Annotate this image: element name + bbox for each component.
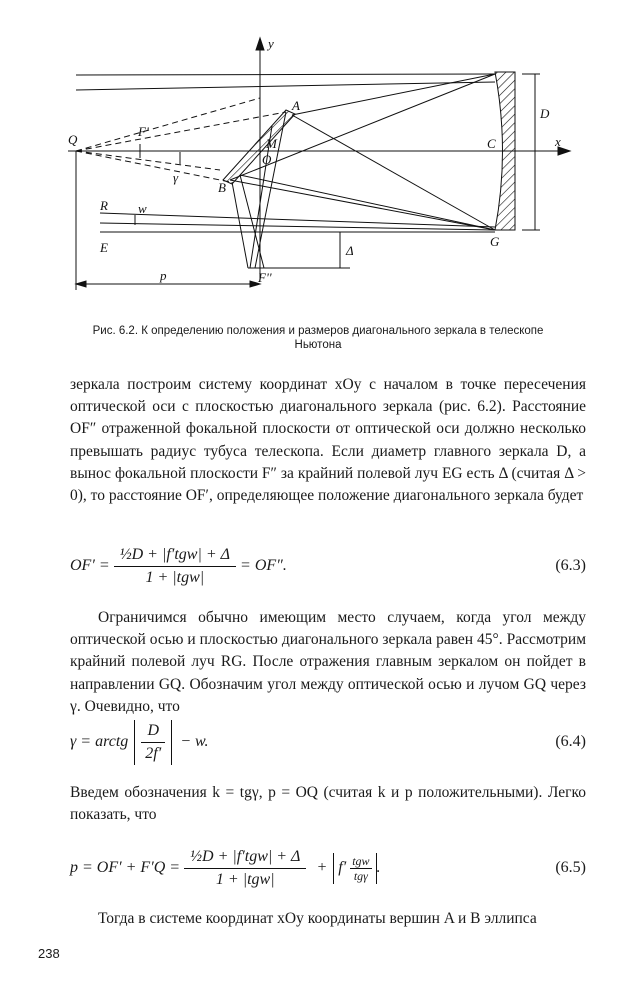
eq65-abs-numerator: tgw [352,853,370,868]
eq65-lhs: p = OF′ + F′Q = [70,859,181,876]
eq63-number: (6.3) [555,557,586,574]
paragraph-4: Тогда в системе координат xOy координаты вершин A и B эллипса [98,910,537,927]
eq64-numerator: D [141,722,165,743]
eq65-denominator: 1 + |tgw| [215,870,275,888]
paragraph-1: зеркала построим систему координат xOy с началом в точке пересечения оптической оси с плоскостью диагонального зеркала (рис. 6.2). Расстояние OF″ отраженной фокальной плоскости от оптической оси должно несколько превышать радиус тубуса телескопа. Если диаметр главного зеркала D, а вынос фокальной плоскости F″ за крайний полевой луч EG есть Δ (считая Δ > 0), то расстояние OF′, определяющее положение диагонального зеркала будет [70,376,586,505]
y-axis-arrow [256,38,264,50]
label-a: A [292,98,300,113]
eq63-denominator: 1 + |tgw| [145,568,205,586]
paragraph-3: Введем обозначения k = tgγ, p = OQ (считая k и p положительными). Легко показать, что [70,784,586,824]
label-g: G [490,234,500,249]
eq64-abs [134,720,172,765]
label-x: x [555,134,561,149]
eq63-fraction [114,546,236,587]
eq65-abs-fraction [350,855,371,882]
label-o: O [262,152,272,167]
label-gamma: γ [173,170,179,185]
equation-6-4 [70,712,586,772]
label-b: B [218,180,226,195]
page-number: 238 [38,946,60,961]
label-q: Q [68,132,78,147]
caption-line-2: Ньютона [294,339,342,351]
eq65-abs-lead: f′ [338,858,347,876]
optical-diagram [40,20,600,330]
label-y: y [268,36,274,51]
label-c: C [487,136,496,151]
eq65-abs-denominator: tgγ [353,868,368,883]
eq65-tail: . [376,859,381,876]
label-d: D [540,106,550,121]
eq65-fraction [184,848,306,889]
label-w: w [138,201,147,216]
eq65-number: (6.5) [555,859,586,876]
equation-6-3 [70,536,586,596]
eq63-lhs: OF′ = [70,557,110,574]
equation-6-5 [70,838,586,898]
label-e: E [100,240,108,255]
eq63-rhs: = OF″. [240,557,287,574]
eq63-numerator: ½D + |f′tgw| + Δ [114,546,236,567]
paragraph-2: Ограничимся обычно имеющим место случаем, когда угол между оптической осью и плоскостью диагонального зеркала равен 45°. Рассмотрим крайний полевой луч RG. После отражения главным зеркалом он пойдет в направлении GQ. Обозначим угол между оптической осью и лучом GQ через γ. Очевидно, что [70,609,586,715]
eq64-rhs: − w. [180,733,209,750]
label-p: p [160,268,167,283]
label-r: R [100,198,108,213]
eq65-plus: + [316,859,328,876]
eq64-denominator: 2f′ [145,744,162,762]
eq65-numerator: ½D + |f′tgw| + Δ [184,848,306,869]
eq64-number: (6.4) [555,733,586,750]
caption-line-1: Рис. 6.2. К определению положения и размеров диагонального зеркала в телескопе [92,325,544,337]
label-f1: F' [138,124,149,139]
eq64-fraction [139,722,167,763]
figure-caption [40,324,596,352]
label-f2: F'' [258,270,272,285]
eq65-abs [333,853,376,884]
label-m: M [266,136,277,151]
label-delta: Δ [346,243,354,258]
eq64-lhs: γ = arctg [70,733,129,750]
